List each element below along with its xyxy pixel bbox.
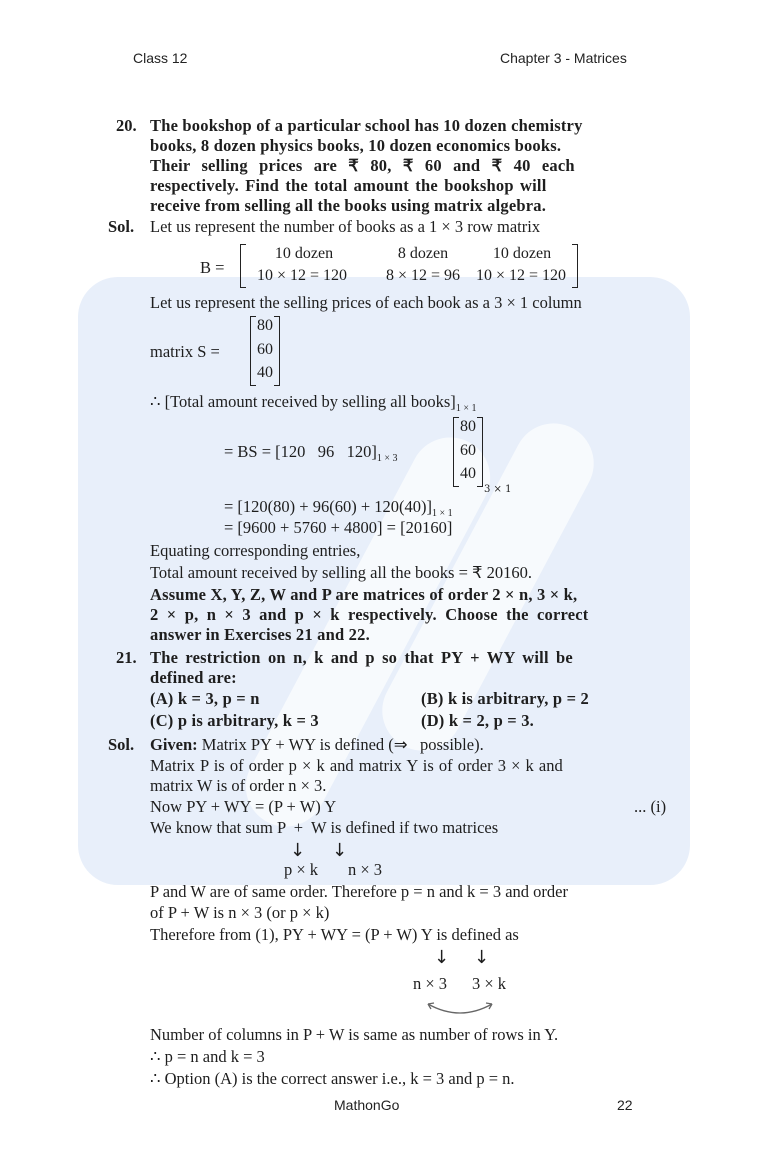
solution-label: Sol.	[108, 735, 135, 754]
order-label: p × k	[284, 860, 319, 879]
order-label: n × 3	[348, 860, 383, 879]
option-text: k = 3, p = n	[177, 689, 260, 708]
equation-line: = [9600 + 5760 + 4800] = [20160]	[224, 518, 453, 537]
question-text-line: receive from selling all the books using matrix algebra.	[150, 196, 547, 215]
matrix-cell: 40	[460, 465, 476, 482]
given-label: Given:	[150, 735, 198, 754]
conclusion-text: ∴ p = n and k = 3	[150, 1047, 265, 1066]
solution-text: of P + W is n × 3 (or p × k)	[150, 903, 330, 922]
option-label: (C)	[150, 711, 174, 730]
option-label: (B)	[421, 689, 444, 708]
bs-prefix: = BS = [120 96 120]	[224, 442, 377, 461]
subscript: 1 × 1	[455, 403, 477, 414]
down-arrow-icon: ↓	[434, 947, 450, 968]
total-text: ∴ [Total amount received by selling all books]	[150, 392, 456, 411]
option-text: p is arbitrary, k = 3	[177, 711, 319, 730]
expand-text: = [120(80) + 96(60) + 120(40)]	[224, 497, 432, 516]
equation-reference: ... (i)	[634, 797, 667, 816]
matrix-s-label: matrix S =	[150, 342, 220, 361]
matrix-b	[240, 244, 578, 288]
solution-text: matrix W is of order n × 3.	[150, 776, 327, 795]
chapter-label: Chapter 3 - Matrices	[500, 50, 627, 66]
subscript: 3 × 1	[484, 484, 512, 495]
question-number: 21.	[116, 648, 137, 667]
down-arrow-icon: ↓	[332, 840, 348, 861]
option-text: k = 2, p = 3.	[448, 711, 534, 730]
solution-text	[150, 735, 484, 755]
matrix-cell: 60	[460, 442, 476, 459]
solution-text: Now PY + WY = (P + W) Y	[150, 797, 337, 816]
matrix-cell: 60	[257, 341, 273, 358]
matrix-cell: 10 × 12 = 120	[475, 267, 567, 284]
solution-text: Let us represent the number of books as a 1 × 3 row matrix	[150, 217, 541, 236]
matrix-cell: 10 dozen	[492, 245, 552, 262]
instruction-text: Assume X, Y, Z, W and P are matrices of order 2 × n, 3 × k,	[150, 585, 578, 604]
matrix-s-product	[453, 417, 483, 487]
matrix-b-label: B =	[200, 258, 225, 277]
matrix-s	[250, 316, 280, 386]
matrix-cell: 8 dozen	[397, 245, 449, 262]
question-text-line: respectively. Find the total amount the bookshop will	[150, 176, 547, 195]
question-text-line: defined are:	[150, 668, 237, 687]
equation-line	[224, 442, 398, 469]
question-text-line: books, 8 dozen physics books, 10 dozen economics books.	[150, 136, 562, 155]
down-arrow-icon: ↓	[474, 947, 490, 968]
down-arrow-icon: ↓	[290, 840, 306, 861]
option-label: (D)	[421, 711, 445, 730]
solution-label: Sol.	[108, 217, 135, 236]
option-d	[421, 711, 534, 731]
instruction-text: answer in Exercises 21 and 22.	[150, 625, 370, 644]
curved-double-arrow-icon	[420, 998, 500, 1020]
instruction-text: 2 × p, n × 3 and p × k respectively. Choose the correct	[150, 605, 589, 624]
order-label: n × 3	[413, 974, 448, 993]
solution-text: Number of columns in P + W is same as number of rows in Y.	[150, 1025, 559, 1044]
option-label: (A)	[150, 689, 174, 708]
matrix-cell: 80	[257, 317, 273, 334]
solution-result: Total amount received by selling all the books = ₹ 20160.	[150, 563, 533, 582]
solution-text: Matrix P is of order p × k and matrix Y is of order 3 × k and	[150, 756, 563, 775]
solution-text: P and W are of same order. Therefore p = n and k = 3 and order	[150, 882, 568, 901]
class-label: Class 12	[133, 50, 188, 66]
order-label: 3 × k	[472, 974, 507, 993]
option-c	[150, 711, 319, 731]
subscript: 1 × 3	[376, 453, 398, 464]
conclusion-text: ∴ Option (A) is the correct answer i.e., k = 3 and p = n.	[150, 1069, 515, 1088]
solution-text	[150, 392, 476, 419]
matrix-cell: 40	[257, 364, 273, 381]
solution-text: We know that sum P + W is defined if two matrices	[150, 818, 499, 837]
footer-brand: MathonGo	[334, 1097, 400, 1113]
matrix-cell: 80	[460, 418, 476, 435]
subscript: 1 × 1	[432, 508, 453, 519]
question-number: 20.	[116, 116, 137, 135]
question-text-line: The restriction on n, k and p so that PY + WY will be	[150, 648, 573, 667]
question-text-line: Their selling prices are ₹ 80, ₹ 60 and ₹ 40 each	[150, 156, 575, 175]
solution-text: Equating corresponding entries,	[150, 541, 361, 560]
question-text-line: The bookshop of a particular school has 10 dozen chemistry	[150, 116, 583, 135]
matrix-cell: 10 × 12 = 120	[256, 267, 348, 284]
page-number: 22	[617, 1097, 633, 1113]
option-text: k is arbitrary, p = 2	[447, 689, 589, 708]
matrix-cell: 8 × 12 = 96	[385, 267, 461, 284]
option-a	[150, 689, 260, 709]
matrix-cell: 10 dozen	[274, 245, 334, 262]
solution-text: Let us represent the selling prices of each book as a 3 × 1 column	[150, 293, 582, 312]
option-b	[421, 689, 589, 709]
given-text: Matrix PY + WY is defined (⇒ possible).	[201, 735, 484, 754]
solution-text: Therefore from (1), PY + WY = (P + W) Y is defined as	[150, 925, 519, 944]
